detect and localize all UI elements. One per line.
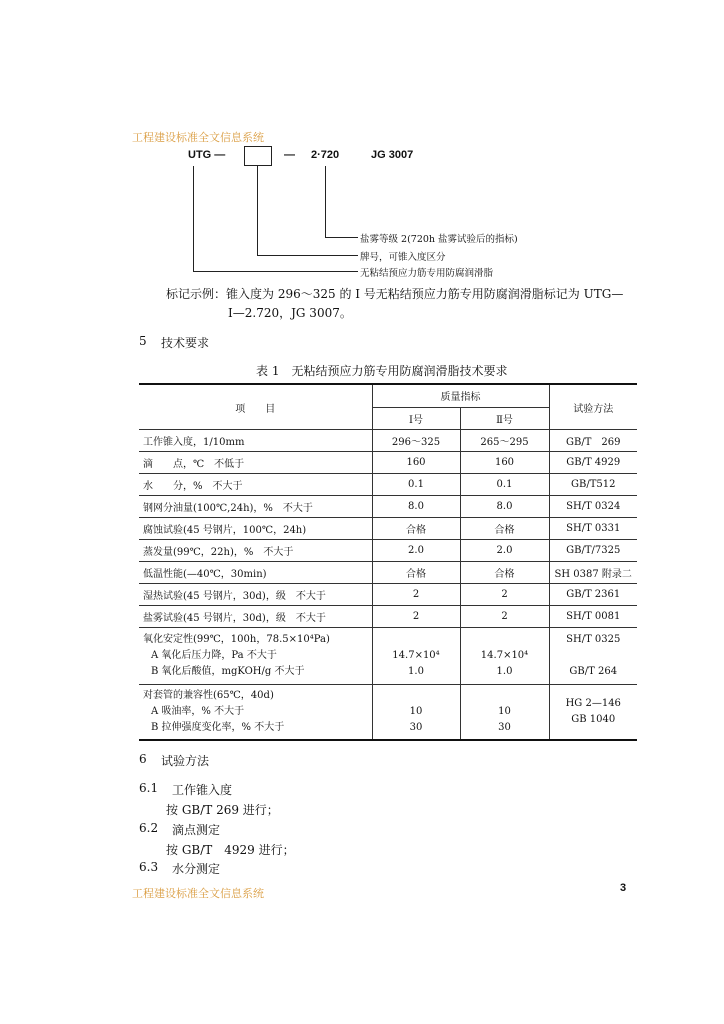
section-6-1-body: 按 GB/T 269 进行；	[166, 803, 279, 817]
oxidation-grade-2	[460, 628, 549, 685]
row-method: GB/T 269	[549, 430, 637, 452]
row-grade-2: 8.0	[460, 496, 549, 518]
watermark-top: 工程建设标准全文信息系统	[132, 131, 264, 144]
leader-grade-h	[325, 237, 358, 238]
header-quality: 质量指标	[372, 384, 549, 407]
leader-grade-v	[325, 166, 326, 237]
row-grade-1: 2	[372, 584, 460, 606]
compat-b-v1: 30	[409, 722, 423, 733]
oxidation-item	[139, 628, 372, 685]
marking-blank-box	[244, 146, 272, 166]
oxidation-a-v1: 14.7×10⁴	[392, 650, 440, 661]
oxidation-b-v1: 1.0	[408, 666, 424, 677]
leader-product-h	[193, 271, 358, 272]
oxidation-grade-1	[372, 628, 460, 685]
row-method: GB/T/7325	[549, 540, 637, 562]
section-6-2-title: 滴点测定	[172, 823, 221, 837]
section-6-1-number: 6.1	[139, 781, 159, 795]
section-5-title: 技术要求	[161, 336, 210, 350]
section-6-2-body: 按 GB/T 4929 进行；	[166, 843, 295, 857]
row-item: 水 分，% 不大于	[139, 474, 372, 496]
row-method: SH/T 0331	[549, 518, 637, 540]
compat-method	[549, 685, 637, 741]
oxidation-method-b: GB/T 264	[569, 666, 618, 677]
oxidation-b: B 氧化后酸值，mgKOH/g 不大于	[151, 666, 305, 677]
example-line-1: 标记示例：锥入度为 296～325 的 Ⅰ 号无粘结预应力筋专用防腐润滑脂标记为 UTG—	[166, 287, 624, 301]
compat-title: 对套管的兼容性(65℃，40d)	[143, 690, 274, 701]
table-row-compat	[139, 685, 637, 741]
label-brand: 牌号，可锥入度区分	[360, 252, 446, 263]
row-item: 滴 点，℃ 不低于	[139, 452, 372, 474]
oxidation-a-v2: 14.7×10⁴	[480, 650, 529, 661]
leader-product-v	[193, 166, 194, 271]
row-grade-1: 160	[372, 452, 460, 474]
table-row	[139, 474, 637, 496]
table-row-oxidation	[139, 628, 637, 685]
section-5-number: 5	[139, 334, 147, 348]
row-grade-2: 2	[460, 606, 549, 628]
page-number: 3	[620, 882, 627, 894]
row-item: 工作锥入度，1/10mm	[139, 430, 372, 452]
row-item: 低温性能(—40℃，30min)	[139, 562, 372, 584]
header-method: 试验方法	[549, 384, 637, 430]
row-grade-1: 2.0	[372, 540, 460, 562]
compat-method-2: GB 1040	[571, 714, 616, 725]
section-6-3-number: 6.3	[139, 860, 159, 874]
marking-dash: —	[284, 149, 295, 161]
section-6-1-title: 工作锥入度	[172, 783, 233, 797]
oxidation-method-a: SH/T 0325	[566, 634, 621, 645]
row-grade-1: 296～325	[372, 430, 460, 452]
example-line-2: Ⅰ—2.720，JG 3007。	[228, 306, 352, 320]
row-grade-2: 合格	[460, 518, 549, 540]
header-item: 项 目	[139, 384, 372, 430]
section-6-number: 6	[139, 752, 147, 766]
marking-prefix: UTG —	[188, 149, 226, 161]
table-row	[139, 562, 637, 584]
row-item: 蒸发量(99℃，22h)，% 不大于	[139, 540, 372, 562]
row-grade-1: 0.1	[372, 474, 460, 496]
table-row	[139, 584, 637, 606]
oxidation-b-v2: 1.0	[496, 666, 513, 677]
table-row	[139, 430, 637, 452]
table-row	[139, 606, 637, 628]
table-header-row	[139, 384, 637, 407]
row-grade-1: 2	[372, 606, 460, 628]
row-method: SH 0387 附录二	[549, 562, 637, 584]
marking-grade: 2·720	[311, 149, 340, 161]
spec-table	[139, 383, 637, 741]
row-method: GB/T 2361	[549, 584, 637, 606]
section-6-3-title: 水分测定	[172, 862, 221, 876]
header-grade-2: Ⅱ号	[460, 407, 549, 430]
table-row	[139, 496, 637, 518]
compat-grade-1	[372, 685, 460, 741]
leader-brand-h	[257, 255, 358, 256]
compat-method-1: HG 2—146	[565, 698, 621, 709]
row-grade-2: 合格	[460, 562, 549, 584]
row-grade-1: 合格	[372, 518, 460, 540]
section-6-title: 试验方法	[161, 754, 210, 768]
row-method: GB/T 4929	[549, 452, 637, 474]
table-row	[139, 518, 637, 540]
compat-a: A 吸油率，% 不大于	[151, 706, 245, 717]
row-method: GB/T512	[549, 474, 637, 496]
oxidation-title: 氧化安定性(99℃，100h，78.5×10⁴Pa)	[143, 634, 330, 645]
label-grade: 盐雾等级 2(720h 盐雾试验后的指标)	[360, 234, 518, 245]
row-item: 湿热试验(45 号钢片，30d)，级 不大于	[139, 584, 372, 606]
row-grade-2: 265～295	[460, 430, 549, 452]
row-grade-1: 合格	[372, 562, 460, 584]
row-grade-2: 160	[460, 452, 549, 474]
row-item: 钢网分油量(100℃,24h)，% 不大于	[139, 496, 372, 518]
oxidation-method	[549, 628, 637, 685]
compat-grade-2	[460, 685, 549, 741]
row-grade-2: 2	[460, 584, 549, 606]
row-item: 盐雾试验(45 号钢片，30d)，级 不大于	[139, 606, 372, 628]
leader-brand-v	[257, 166, 258, 255]
row-method: SH/T 0324	[549, 496, 637, 518]
table-row	[139, 452, 637, 474]
table-caption: 表 1 无粘结预应力筋专用防腐润滑脂技术要求	[256, 364, 508, 378]
compat-a-v2: 10	[498, 706, 511, 717]
compat-a-v1: 10	[409, 706, 423, 717]
row-grade-2: 0.1	[460, 474, 549, 496]
compat-b-v2: 30	[498, 722, 511, 733]
section-6-2-number: 6.2	[139, 821, 159, 835]
watermark-bottom: 工程建设标准全文信息系统	[132, 887, 264, 900]
header-grade-1: Ⅰ号	[372, 407, 460, 430]
row-item: 腐蚀试验(45 号钢片，100℃，24h)	[139, 518, 372, 540]
table-row	[139, 540, 637, 562]
compat-item	[139, 685, 372, 741]
label-product: 无粘结预应力筋专用防腐润滑脂	[360, 268, 494, 279]
marking-standard: JG 3007	[371, 149, 414, 161]
row-method: SH/T 0081	[549, 606, 637, 628]
row-grade-1: 8.0	[372, 496, 460, 518]
compat-b: B 拉伸强度变化率，% 不大于	[151, 722, 285, 733]
oxidation-a: A 氧化后压力降，Pa 不大于	[151, 650, 277, 661]
row-grade-2: 2.0	[460, 540, 549, 562]
